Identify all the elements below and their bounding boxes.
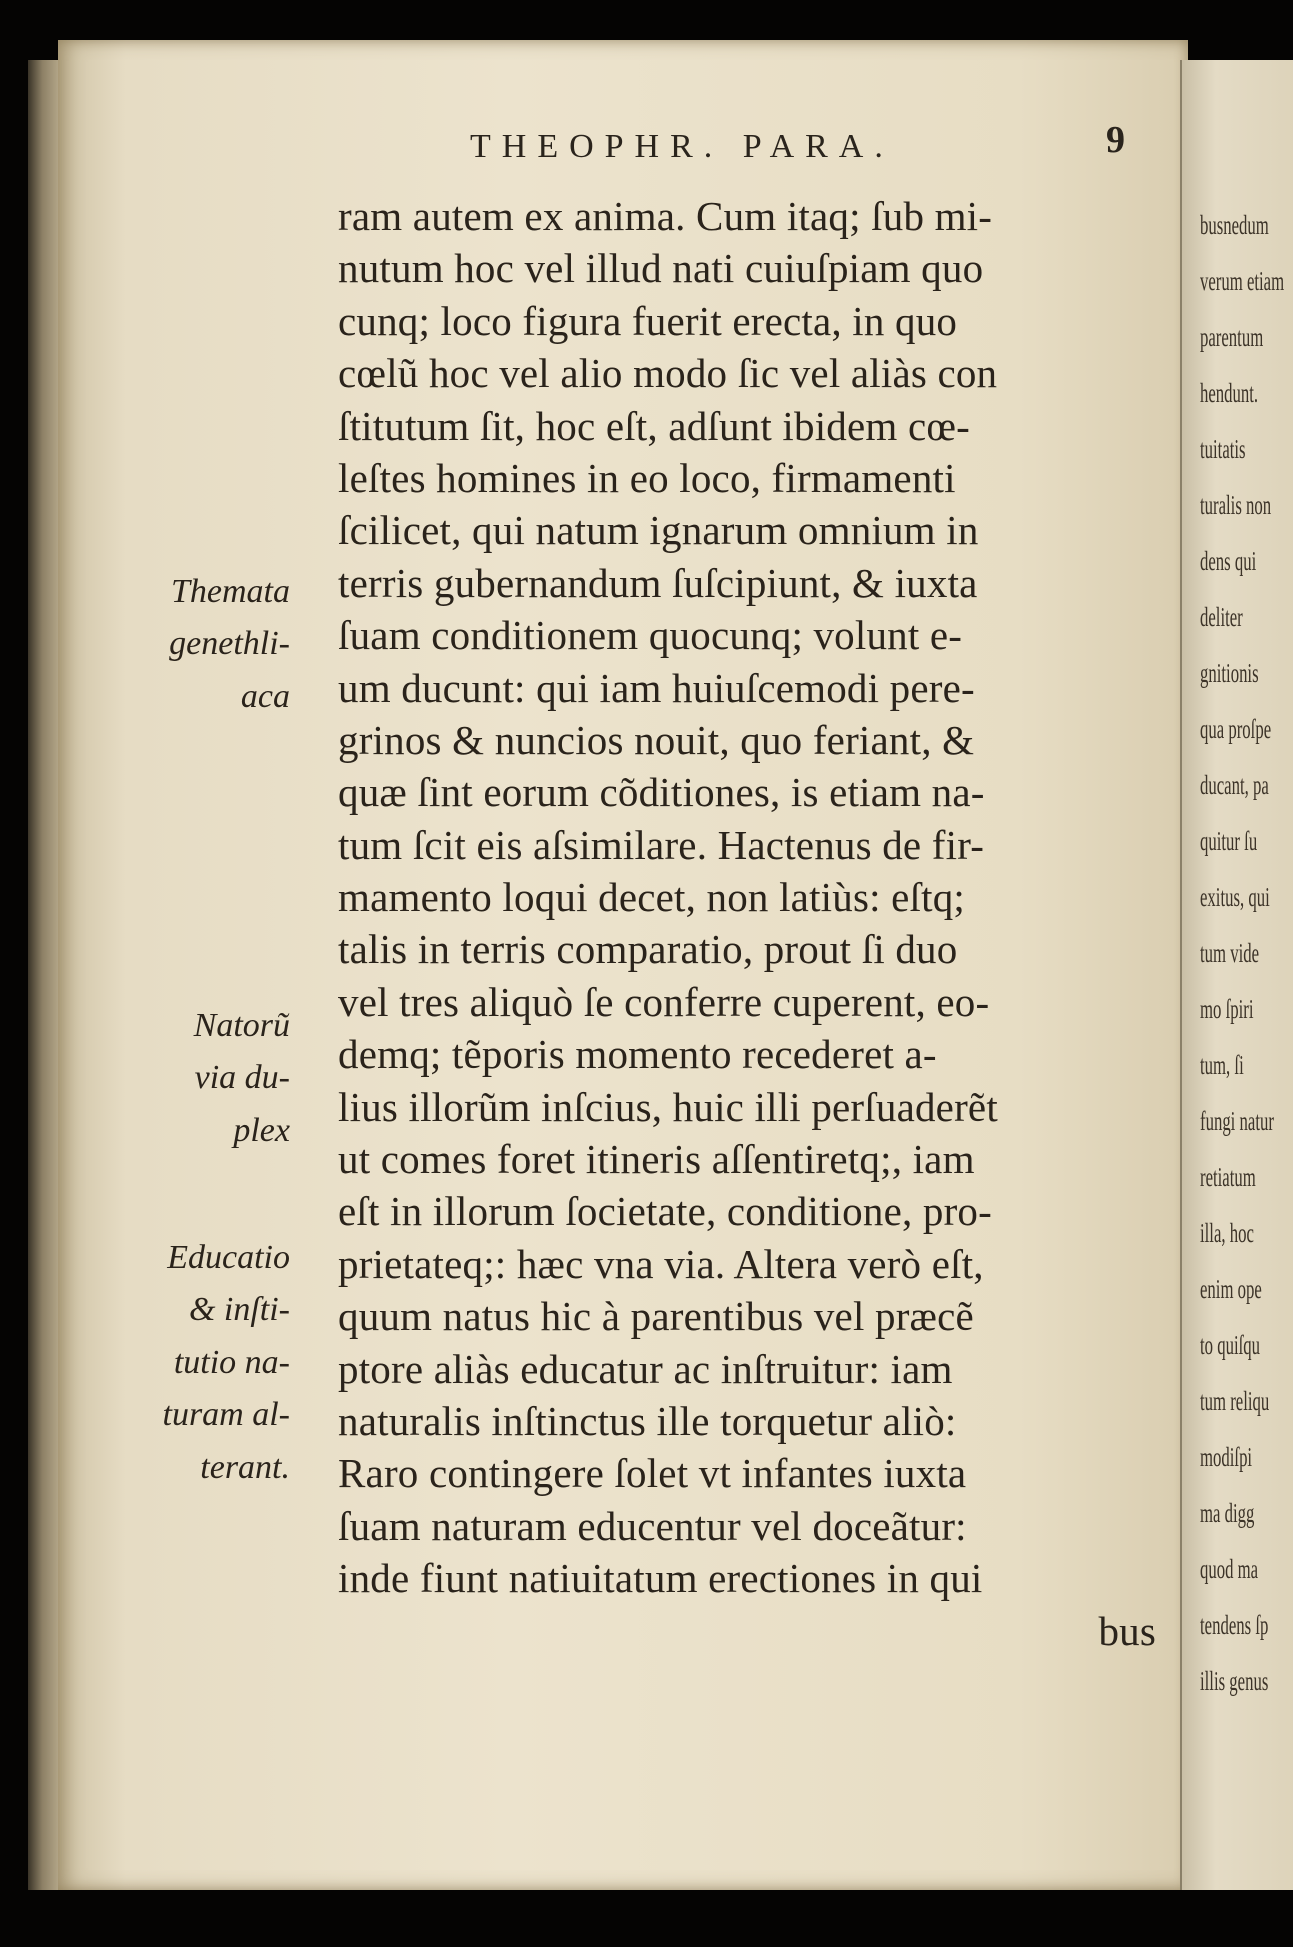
facing-page-text-fragment: gnitionis xyxy=(1200,658,1259,688)
facing-page-text-fragment: illis genus xyxy=(1200,1666,1269,1696)
text-line: mamento loqui decet, non latiùs: eſtq; xyxy=(338,874,966,921)
text-line: terris gubernandum ſuſcipiunt, & iuxta xyxy=(338,559,978,606)
facing-page-text-fragment: quitur ſu xyxy=(1200,826,1258,856)
margin-note-line: Natorũ xyxy=(193,1007,290,1044)
text-line: demq; tẽporis momento recederet a- xyxy=(338,1031,937,1078)
margin-note-line: Educatio xyxy=(167,1239,290,1276)
margin-note-line: Themata xyxy=(171,573,290,610)
facing-page-text-fragment: tuitatis xyxy=(1200,434,1246,464)
text-line: tum ſcit eis aſsimilare. Hactenus de fir- xyxy=(338,821,985,868)
text-line: ſuam conditionem quocunq; volunt e- xyxy=(338,612,963,659)
text-line: um ducunt: qui iam huiuſcemodi pere- xyxy=(338,664,975,711)
text-line: vel tres aliquò ſe conferre cuperent, eo- xyxy=(338,978,990,1025)
facing-page-text-fragment: exitus, qui xyxy=(1200,882,1270,912)
facing-page-text-fragment: enim ope xyxy=(1200,1274,1262,1304)
text-line: nutum hoc vel illud nati cuiuſpiam quo xyxy=(338,245,984,292)
facing-page-text-fragment: turalis non xyxy=(1200,490,1272,520)
margin-note-line: genethli- xyxy=(169,625,290,663)
margin-note-line: aca xyxy=(240,677,290,715)
text-line: cœlũ hoc vel alio modo ſic vel aliàs con xyxy=(338,350,998,397)
facing-page-text-fragment: hendunt. xyxy=(1200,378,1259,408)
text-line: talis in terris comparatio, prout ſi duo xyxy=(338,926,958,973)
facing-page-text-fragment: quod ma xyxy=(1200,1554,1259,1584)
text-line: grinos & nuncios nouit, quo feriant, & xyxy=(338,716,975,763)
facing-page-edge xyxy=(1180,60,1293,1890)
text-line: eſt in illorum ſocietate, conditione, pro- xyxy=(338,1188,992,1235)
text-line: quum natus hic à parentibus vel præcẽ xyxy=(338,1293,974,1340)
main-text-block xyxy=(338,190,1158,1657)
margin-note-line: via du- xyxy=(194,1059,290,1097)
margin-note-line: tutio na- xyxy=(173,1343,290,1381)
facing-page-text-fragment: parentum xyxy=(1200,322,1264,352)
facing-page-text-fragment: tum reliqu xyxy=(1200,1386,1270,1416)
facing-page-text-fragment: deliter xyxy=(1200,602,1243,632)
margin-note-educatio xyxy=(100,1232,290,1494)
facing-page-text-fragment: mo ſpiri xyxy=(1200,994,1254,1024)
text-line: prietateq;: hæc vna via. Altera verò eſt, xyxy=(338,1240,984,1287)
facing-page-text-fragment: to quiſqu xyxy=(1200,1330,1260,1360)
margin-note-line: turam al- xyxy=(162,1396,290,1434)
margin-note-line: terant. xyxy=(200,1448,290,1486)
text-line: lius illorũm inſcius, huic illi perſuaderẽt xyxy=(338,1083,998,1130)
margin-note-line: plex xyxy=(233,1111,290,1149)
margin-note-themata xyxy=(100,566,290,723)
facing-page-text-fragment: retiatum xyxy=(1200,1162,1256,1192)
text-line: cunq; loco figura fuerit erecta, in quo xyxy=(338,297,958,344)
text-line: inde fiunt natiuitatum erectiones in qui xyxy=(338,1555,983,1602)
text-line: quæ ſint eorum cõditiones, is etiam na- xyxy=(338,769,985,816)
facing-page-text-fragment: ducant, pa xyxy=(1200,770,1269,800)
facing-page-text-fragment: illa, hoc xyxy=(1200,1218,1254,1248)
text-line: Raro contingere ſolet vt infantes iuxta xyxy=(338,1450,967,1497)
facing-page-text-fragment: tum, ſi xyxy=(1200,1050,1244,1080)
facing-page-text-fragment: tendens ſp xyxy=(1200,1610,1269,1640)
facing-page-text-fragment: tum vide xyxy=(1200,938,1260,968)
text-line: ptore aliàs educatur ac inſtruitur: iam xyxy=(338,1345,953,1392)
facing-page-text-fragment: ma digg xyxy=(1200,1498,1255,1528)
text-line: ram autem ex anima. Cum itaq; ſub mi- xyxy=(338,193,993,239)
facing-page-text-fragment: verum etiam xyxy=(1200,266,1285,296)
text-line: ſcilicet, qui natum ignarum omnium in xyxy=(338,507,979,554)
facing-page-text-fragment: modiſpi xyxy=(1200,1442,1253,1472)
text-line: ſtitutum ſit, hoc eſt, adſunt ibidem cœ- xyxy=(338,402,971,449)
text-line: ut comes foret itineris aſſentiretq;, iam xyxy=(338,1136,975,1183)
page-number: 9 xyxy=(1106,119,1125,161)
text-line: leſtes homines in eo loco, firmamenti xyxy=(338,454,956,501)
catchword: bus xyxy=(1098,1607,1156,1654)
text-line: ſuam naturam educentur vel doceãtur: xyxy=(338,1502,967,1549)
margin-note-line: & inſti- xyxy=(188,1291,290,1329)
facing-page-text-fragment: dens qui xyxy=(1200,546,1257,576)
facing-page-text-fragment: qua proſpe xyxy=(1200,714,1272,744)
facing-page-text-fragment: fungi natur xyxy=(1200,1106,1274,1136)
text-line: naturalis inſtinctus ille torquetur aliò: xyxy=(338,1397,957,1444)
margin-note-natorum xyxy=(100,1000,290,1157)
running-head: THEOPHR. PARA. xyxy=(470,128,894,165)
facing-page-text-fragment: busnedum xyxy=(1200,210,1269,240)
